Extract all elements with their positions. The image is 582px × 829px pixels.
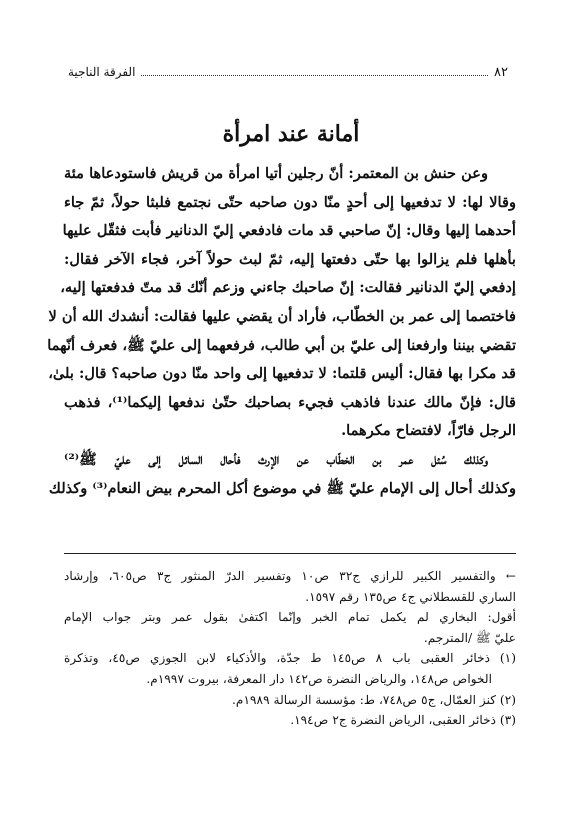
body-line: تقضي بيننا وارفعنا إلى عليّ بن أبي طالب، فرفعهما إلى عليّ ﷺ، فعرف أنّهما xyxy=(47,336,516,354)
body-line: فاختصما إلى عمر بن الخطّاب، فأراد أن يقضي عليها فقالت: أنشدك الله أن لا xyxy=(48,307,516,325)
body-line: إدفعي إليّ الدنانير فقالت: إنّ صاحبك جاءني وزعم أنّك قد متّ فدفعتها إليه، xyxy=(60,279,516,297)
body-line: وكذلك سُئل عمر بن الخطّاب عن الإرث فأحال السائل إلى عليّ ﷺ⁽²⁾ xyxy=(64,450,488,468)
body-line: قد مكرا بها فقال: أليس قلتما: لا تدفعيها إلى واحد منّا دون صاحبه؟ قال: بلىٰ، xyxy=(48,365,516,383)
footnote-line: الساري للقسطلاني ج٤ ص١٣٥ رقم ١٥٩٧. xyxy=(305,589,516,604)
body-text xyxy=(47,160,516,503)
body-line: أحدهما إليها وقال: إنّ صاحبي قد مات فادفعي إليّ الدنانير فأبت فثقّل عليها xyxy=(62,222,516,240)
chapter-title: أمانة عند امرأة xyxy=(222,121,360,147)
body-line: وكذلك أحال إلى الإمام عليّ ﷺ في موضوع أكل المحرم بيض النعام⁽³⁾ وكذلك xyxy=(48,479,516,497)
footnote-line: (٣) ذخائر العقبى، الرياض النضرة ج٢ ص١٩٤. xyxy=(290,713,516,728)
page-number: ٨٢ xyxy=(494,65,508,80)
footnotes xyxy=(64,566,516,731)
body-line: وقالا لها: لا تدفعيها إلى أحدٍ منّا دون صاحبه حتّى نجتمع فلبثا حولاً، ثمّ جاء xyxy=(64,193,516,211)
body-line: بأهلها فلم يزالوا بها حتّى دفعتها إليه، ثمّ لبث حولاً آخر، فجاء الآخر فقال: xyxy=(64,250,516,268)
body-line: قال: فإنّ مالك عندنا فاذهب فجيء بصاحبك حتّىٰ ندفعها إليكما⁽¹⁾، فذهب xyxy=(64,393,516,411)
body-line: وعن حنش بن المعتمر: أنّ رجلين أتيا امرأة من قريش فاستودعاها مئة xyxy=(63,165,488,182)
header-dotted-leader xyxy=(141,65,488,76)
footnote-line: الخواص ص١٤٨، والرياض النضرة ص١٤٢ دار المعرفة، بيروت ١٩٩٧م. xyxy=(146,671,492,686)
footnote-line: أقول: البخاري لم يكمل تمام الخبر وإنّما اكتفىٰ بقول عمر وبتر جواب الإمام xyxy=(64,610,516,625)
footnote-line: ← والتفسير الكبير للرازي ج٣٢ ص١٠ وتفسير الدرّ المنثور ج٣ ص٦٠٥، وإرشاد xyxy=(64,569,516,583)
body-line: الرجل فارّاً، لافتضاح مكرهما. xyxy=(341,422,516,440)
footnote-line: (٢) كنز العمّال، ج٥ ص٧٤٨، ط: مؤسسة الرسالة ١٩٨٩م. xyxy=(232,692,516,707)
footnote-line: عليّ ﷺ /المترجم. xyxy=(423,630,516,645)
footnote-line: (١) ذخائر العقبى باب ٨ ص١٤٥ ط جدّة، والأذكياء لابن الجوزي ص٤٥، وتذكرة xyxy=(64,651,516,666)
running-header xyxy=(68,63,508,82)
footnote-separator xyxy=(64,553,516,554)
running-title: الفرقة الناجية xyxy=(68,65,136,79)
